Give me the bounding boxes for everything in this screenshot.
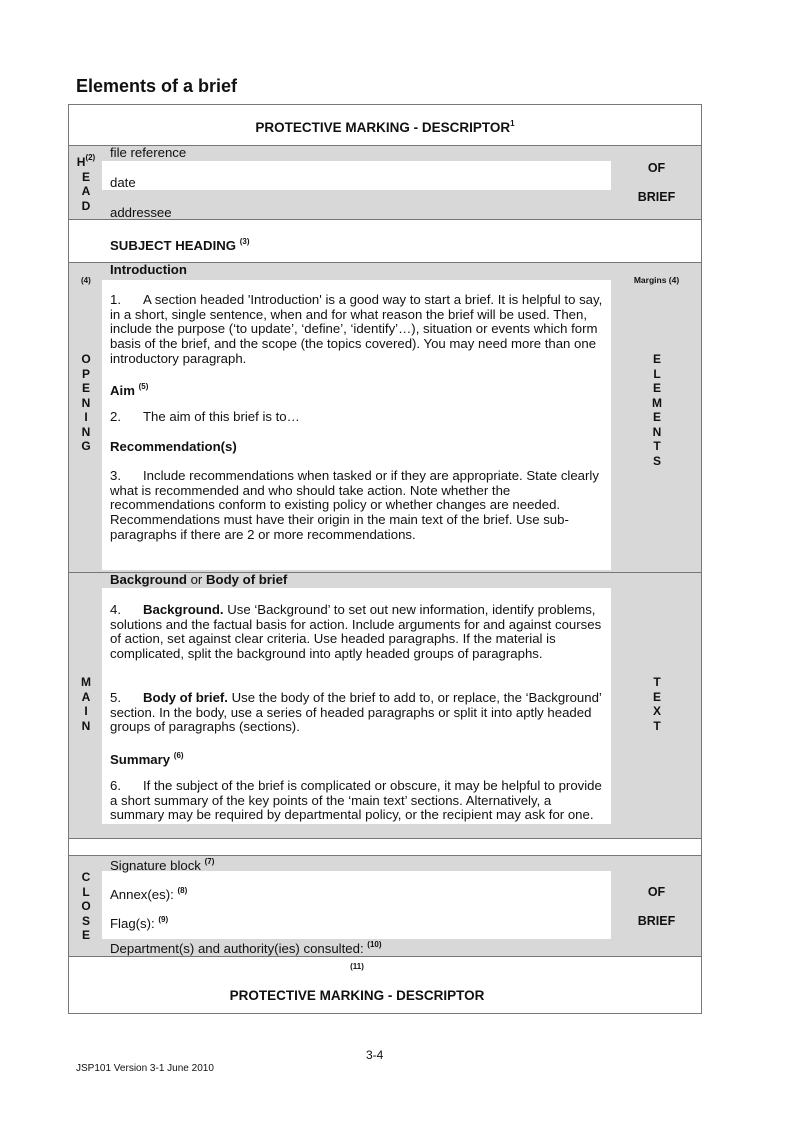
- head-right-of: OF: [647, 161, 666, 175]
- paragraph-5: 5. Body of brief. Use the body of the brief to add to, or replace, the ‘Background’ section. In the body, use a series of headed paragraphs or split it into aptly headed groups of paragraphs (sections).: [110, 690, 602, 735]
- page-title: Elements of a brief: [76, 76, 238, 96]
- paragraph-6: 6. If the subject of the brief is complicated or obscure, it may be helpful to provide a short summary of the key points of the ‘main text’ sections. Alternatively, a summary may be required by departmental policy, or the recipient may ask for one.: [110, 778, 602, 823]
- close-label: C L O S E: [81, 870, 91, 942]
- annexes: Annex(es): $^{(8)}$: [110, 886, 188, 902]
- head-right-brief: BRIEF: [637, 190, 676, 204]
- close-window: [102, 871, 611, 939]
- signature-block: Signature block $^{(7)}$: [110, 857, 215, 873]
- header-marking: PROTECTIVE MARKING - DESCRIPTOR$^1$: [255, 119, 515, 135]
- paragraph-1: 1. A section headed 'Introduction' is a good way to start a brief. It is helpful to say, in a short, single sentence, when and for what reason the brief will be used. Then, include the purpose (‘to update’, ‘define’, ‘identify’…), situation or events which form basis of the brief, and the scope (the topics covered). You may need more than one introductory paragraph.: [110, 292, 603, 366]
- main-heading: Background or Body of brief: [110, 572, 288, 587]
- footer-marking: PROTECTIVE MARKING - DESCRIPTOR: [229, 988, 485, 1003]
- close-right-brief: BRIEF: [637, 914, 676, 928]
- departments-consulted: Department(s) and authority(ies) consulted: $^{(10)}$: [110, 940, 382, 956]
- page-number: 3-4: [366, 1048, 384, 1062]
- head-window: [102, 161, 611, 190]
- paragraph-2: 2. The aim of this brief is to…: [110, 409, 300, 424]
- paragraph-3: 3. Include recommendations when tasked or if they are appropriate. State clearly what is recommended and who should take action. Note whether the recommendations conform to existing policy or whether changes are needed. Recommendations must have their origin in the main text of the brief. Use sub-paragraphs if there are 2 or more recommendations.: [110, 468, 599, 542]
- elements-label: E L E M E N T S: [652, 352, 662, 468]
- text-label: T E X T: [652, 675, 661, 733]
- opening-note: (4): [81, 276, 91, 285]
- aim-heading: Aim $^{(5)}$: [110, 382, 149, 398]
- head-label: $H^{(2)}$ E A D: [76, 153, 96, 213]
- subject-heading: SUBJECT HEADING $^{(3)}$: [110, 237, 250, 253]
- paragraph-4: 4. Background. Use ‘Background’ to set out new information, identify problems, solutions and the factual basis for action. Include arguments for and against courses of action, set against clear criteria. Use headed paragraphs. If the material is complicated, split the background into aptly headed groups of paragraphs.: [110, 602, 602, 662]
- document-version: JSP101 Version 3-1 June 2010: [76, 1063, 214, 1074]
- close-right-of: OF: [647, 885, 666, 899]
- margins-label: Margins (4): [633, 275, 680, 285]
- file-reference-field: file reference: [110, 145, 187, 160]
- divider: [68, 838, 702, 839]
- date-field: date: [110, 175, 136, 190]
- recommendations-heading: Recommendation(s): [110, 439, 237, 454]
- summary-heading: Summary $^{(6)}$: [110, 751, 184, 767]
- footer-note: (11): [350, 962, 364, 971]
- addressee-field: addressee: [110, 205, 172, 220]
- main-label: M A I N: [81, 675, 91, 733]
- opening-label: O P E N I N G: [81, 352, 91, 453]
- introduction-heading: Introduction: [110, 262, 187, 277]
- gap-row: [69, 838, 701, 854]
- flags: Flag(s): $^{(9)}$: [110, 915, 169, 931]
